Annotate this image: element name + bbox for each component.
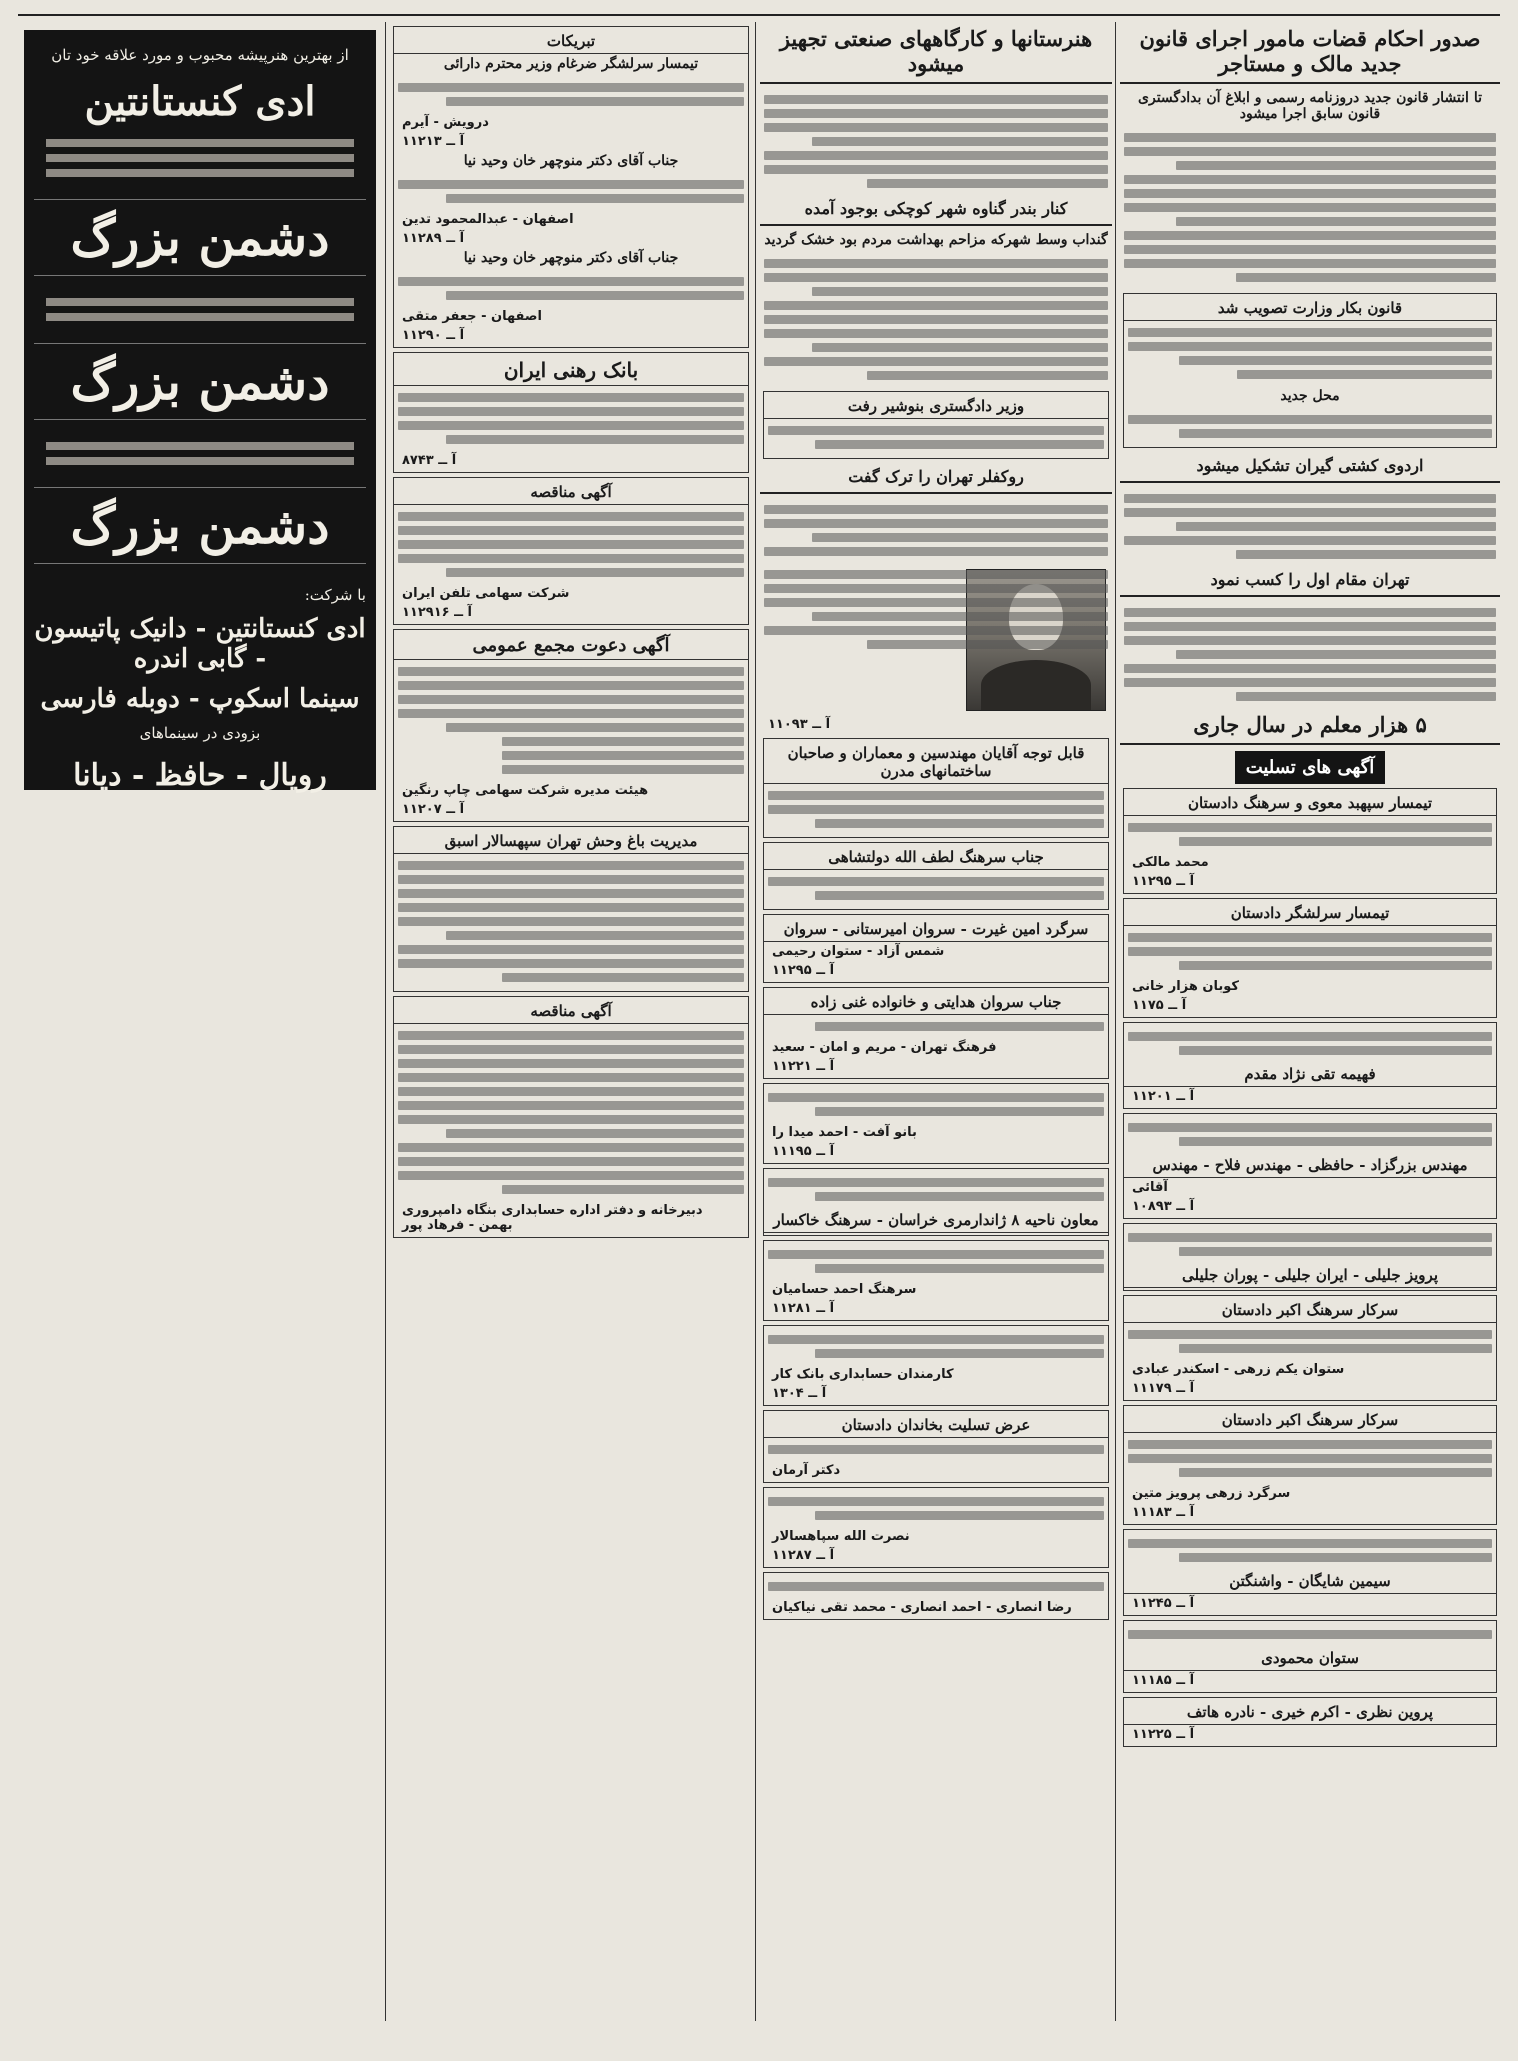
condolence-ad: سرهنگ احمد حسامیان آ ــ ۱۱۲۸۱ [763,1240,1109,1321]
column-center-right [760,22,1112,2021]
meeting-notice: آگهی دعوت مجمع عمومی هیئت مدیره شرکت سهامی چاپ رنگین آ ــ ۱۱۲۰۷ [393,629,749,822]
condolence-ad: عرض تسلیت بخاندان دادستان دکتر آرمان [763,1410,1109,1483]
headline-teachers: ۵ هزار معلم در سال جاری [1120,708,1500,745]
ad-theatres: رویال - حافظ - دیانا [73,758,327,793]
headline-rockefeller: روکفلر تهران را ترک گفت [760,463,1112,494]
sidebox-title: قانون بکار وزارت تصویب شد [1124,296,1496,321]
condolence-ad: نصرت الله سپاهسالار آ ــ ۱۱۲۸۷ [763,1487,1109,1568]
headline-wrestlers: اردوی کشتی گیران تشکیل میشود [1120,452,1500,483]
column-right [1120,22,1500,2021]
column-left [18,22,382,2021]
headline-tehran-first: تهران مقام اول را کسب نمود [1120,566,1500,597]
column-center-left [390,22,752,2021]
condolence-ad: فهیمه تقی نژاد مقدم آ ــ ۱۱۲۰۱ [1123,1022,1497,1109]
ad-cast: ادی کنستانتین - دانیک پاتیسون - گابی اندره [34,614,366,674]
photo-code: آ ــ ۱۱۰۹۳ [768,717,831,732]
subheadline-landlord-law: تا انتشار قانون جدید دروزنامه رسمی و ابلاغ آن بدادگستری قانون سابق اجرا میشود [1138,90,1482,122]
headline-workshops: هنرستانها و کارگاههای صنعتی تجهیز میشود [760,22,1112,84]
ad-tagline: از بهترین هنرپیشه محبوب و مورد علاقه خود تان [51,46,349,64]
subheadline-port: گنداب وسط شهرکه مزاحم بهداشت مردم بود خشک گردید [764,232,1108,248]
newspaper-page [18,14,1500,2021]
condolence-ad: پروین نظری - اکرم خیری - نادره هاتف آ ــ ۱۱۲۲۵ [1123,1697,1497,1747]
condolence-ad: پرویز جلیلی - ایران جلیلی - پوران جلیلی [1123,1223,1497,1291]
ad-format: سینما اسکوپ - دوبله فارسی [40,684,360,714]
condolence-ad: سرکار سرهنگ اکبر دادستان سرگرد زرهی پرویز متین آ ــ ۱۱۱۸۳ [1123,1405,1497,1525]
condolence-ad: ستوان محمودی آ ــ ۱۱۱۸۵ [1123,1620,1497,1693]
condolence-ad: مهندس بزرگزاد - حافظی - مهندس فلاح - مهندس آقائی آ ــ ۱۰۸۹۳ [1123,1113,1497,1219]
greetings-section: تبریکات تیمسار سرلشگر ضرغام وزیر محترم دارائی درویش - آیرم آ ــ ۱۱۲۱۳ جناب آقای دکتر منوچهر خان وحید نیا اصفهان - عبدالمحمود تدین آ ــ ۱۱۲۸۹ جناب آقای دکتر منوچهر خان وحید نیا اصفهان - جعفر متقی آ ــ ۱۱۲۹۰ [393,26,749,348]
condolence-ad: سرگرد امین غیرت - سروان امیرستانی - سروان شمس آزاد - ستوان رحیمی آ ــ ۱۱۲۹۵ [763,914,1109,983]
zoo-notice: مدیریت باغ وحش تهران سپهسالار اسبق [393,826,749,992]
condolence-ad: سیمین شایگان - واشنگتن آ ــ ۱۱۲۴۵ [1123,1529,1497,1616]
article-body [1120,126,1500,289]
bank-notice: بانک رهنی ایران آ ــ ۸۷۴۳ [393,352,749,473]
notice-engineers: قابل توجه آقایان مهندسین و معماران و صاحبان ساختمانهای مدرن [763,738,1109,838]
sidebox-sub: محل جدید [1280,388,1340,404]
condolence-ad: رضا انصاری - احمد انصاری - محمد تقی نیاکیان [763,1572,1109,1620]
ad-coming-soon: بزودی در سینماهای [139,724,261,742]
condolence-ad: جناب سرهنگ لطف الله دولتشاهی [763,842,1109,910]
sidebox-ministry [1123,293,1497,448]
tender-notice-2: آگهی مناقصه دبیرخانه و دفتر اداره حسابداری بنگاه دامپروری بهمن - فرهاد پور [393,996,749,1238]
condolence-ad: سرکار سرهنگ اکبر دادستان ستوان یکم زرهی - اسکندر عبادی آ ــ ۱۱۱۷۹ [1123,1295,1497,1401]
headline-port-genaveh: کنار بندر گناوه شهر کوچکی بوجود آمده [760,195,1112,226]
condolence-ad: جناب سروان هدایتی و خانواده غنی زاده فرهنگ تهران - مریم و امان - سعید آ ــ ۱۱۲۲۱ [763,987,1109,1079]
condolence-ad: تیمسار سپهبد معوی و سرهنگ دادستان محمد مالکی آ ــ ۱۱۲۹۵ [1123,788,1497,894]
ad-film-title: دشمن بزرگ [34,199,366,276]
condolence-ad: کارمندان حسابداری بانک کار آ ــ ۱۳۰۴ [763,1325,1109,1406]
cinema-advertisement [24,30,376,793]
ad-film-title: دشمن بزرگ [34,487,366,564]
ad-star-name: ادی کنستانتین [84,78,316,125]
ad-film-title: دشمن بزرگ [34,343,366,420]
photo-block [760,563,1112,734]
ad-code: آ ــ ۱۱۲۹۵ [1132,874,1195,889]
ad-cast-label: با شرکت: [304,586,366,604]
headline-landlord-law: صدور احکام قضات مامور اجرای قانون جدید مالک و مستاجر [1120,22,1500,84]
condolence-ad: تیمسار سرلشگر دادستان کوبان هزار خانی آ ــ ۱۱۷۵ [1123,898,1497,1018]
ad-signature: محمد مالکی [1132,855,1209,870]
condolences-banner: آگهی های تسلیت [1235,751,1385,784]
condolence-ad: بانو آفت - احمد میدا را آ ــ ۱۱۱۹۵ [763,1083,1109,1164]
condolence-ad: معاون ناحیه ۸ ژاندارمری خراسان - سرهنگ خاکسار [763,1168,1109,1236]
sidebox-justice-minister: وزیر دادگستری بنوشیر رفت [763,391,1109,459]
tender-notice: آگهی مناقصه شرکت سهامی تلفن ایران آ ــ ۱۱۲۹۱۶ [393,477,749,625]
